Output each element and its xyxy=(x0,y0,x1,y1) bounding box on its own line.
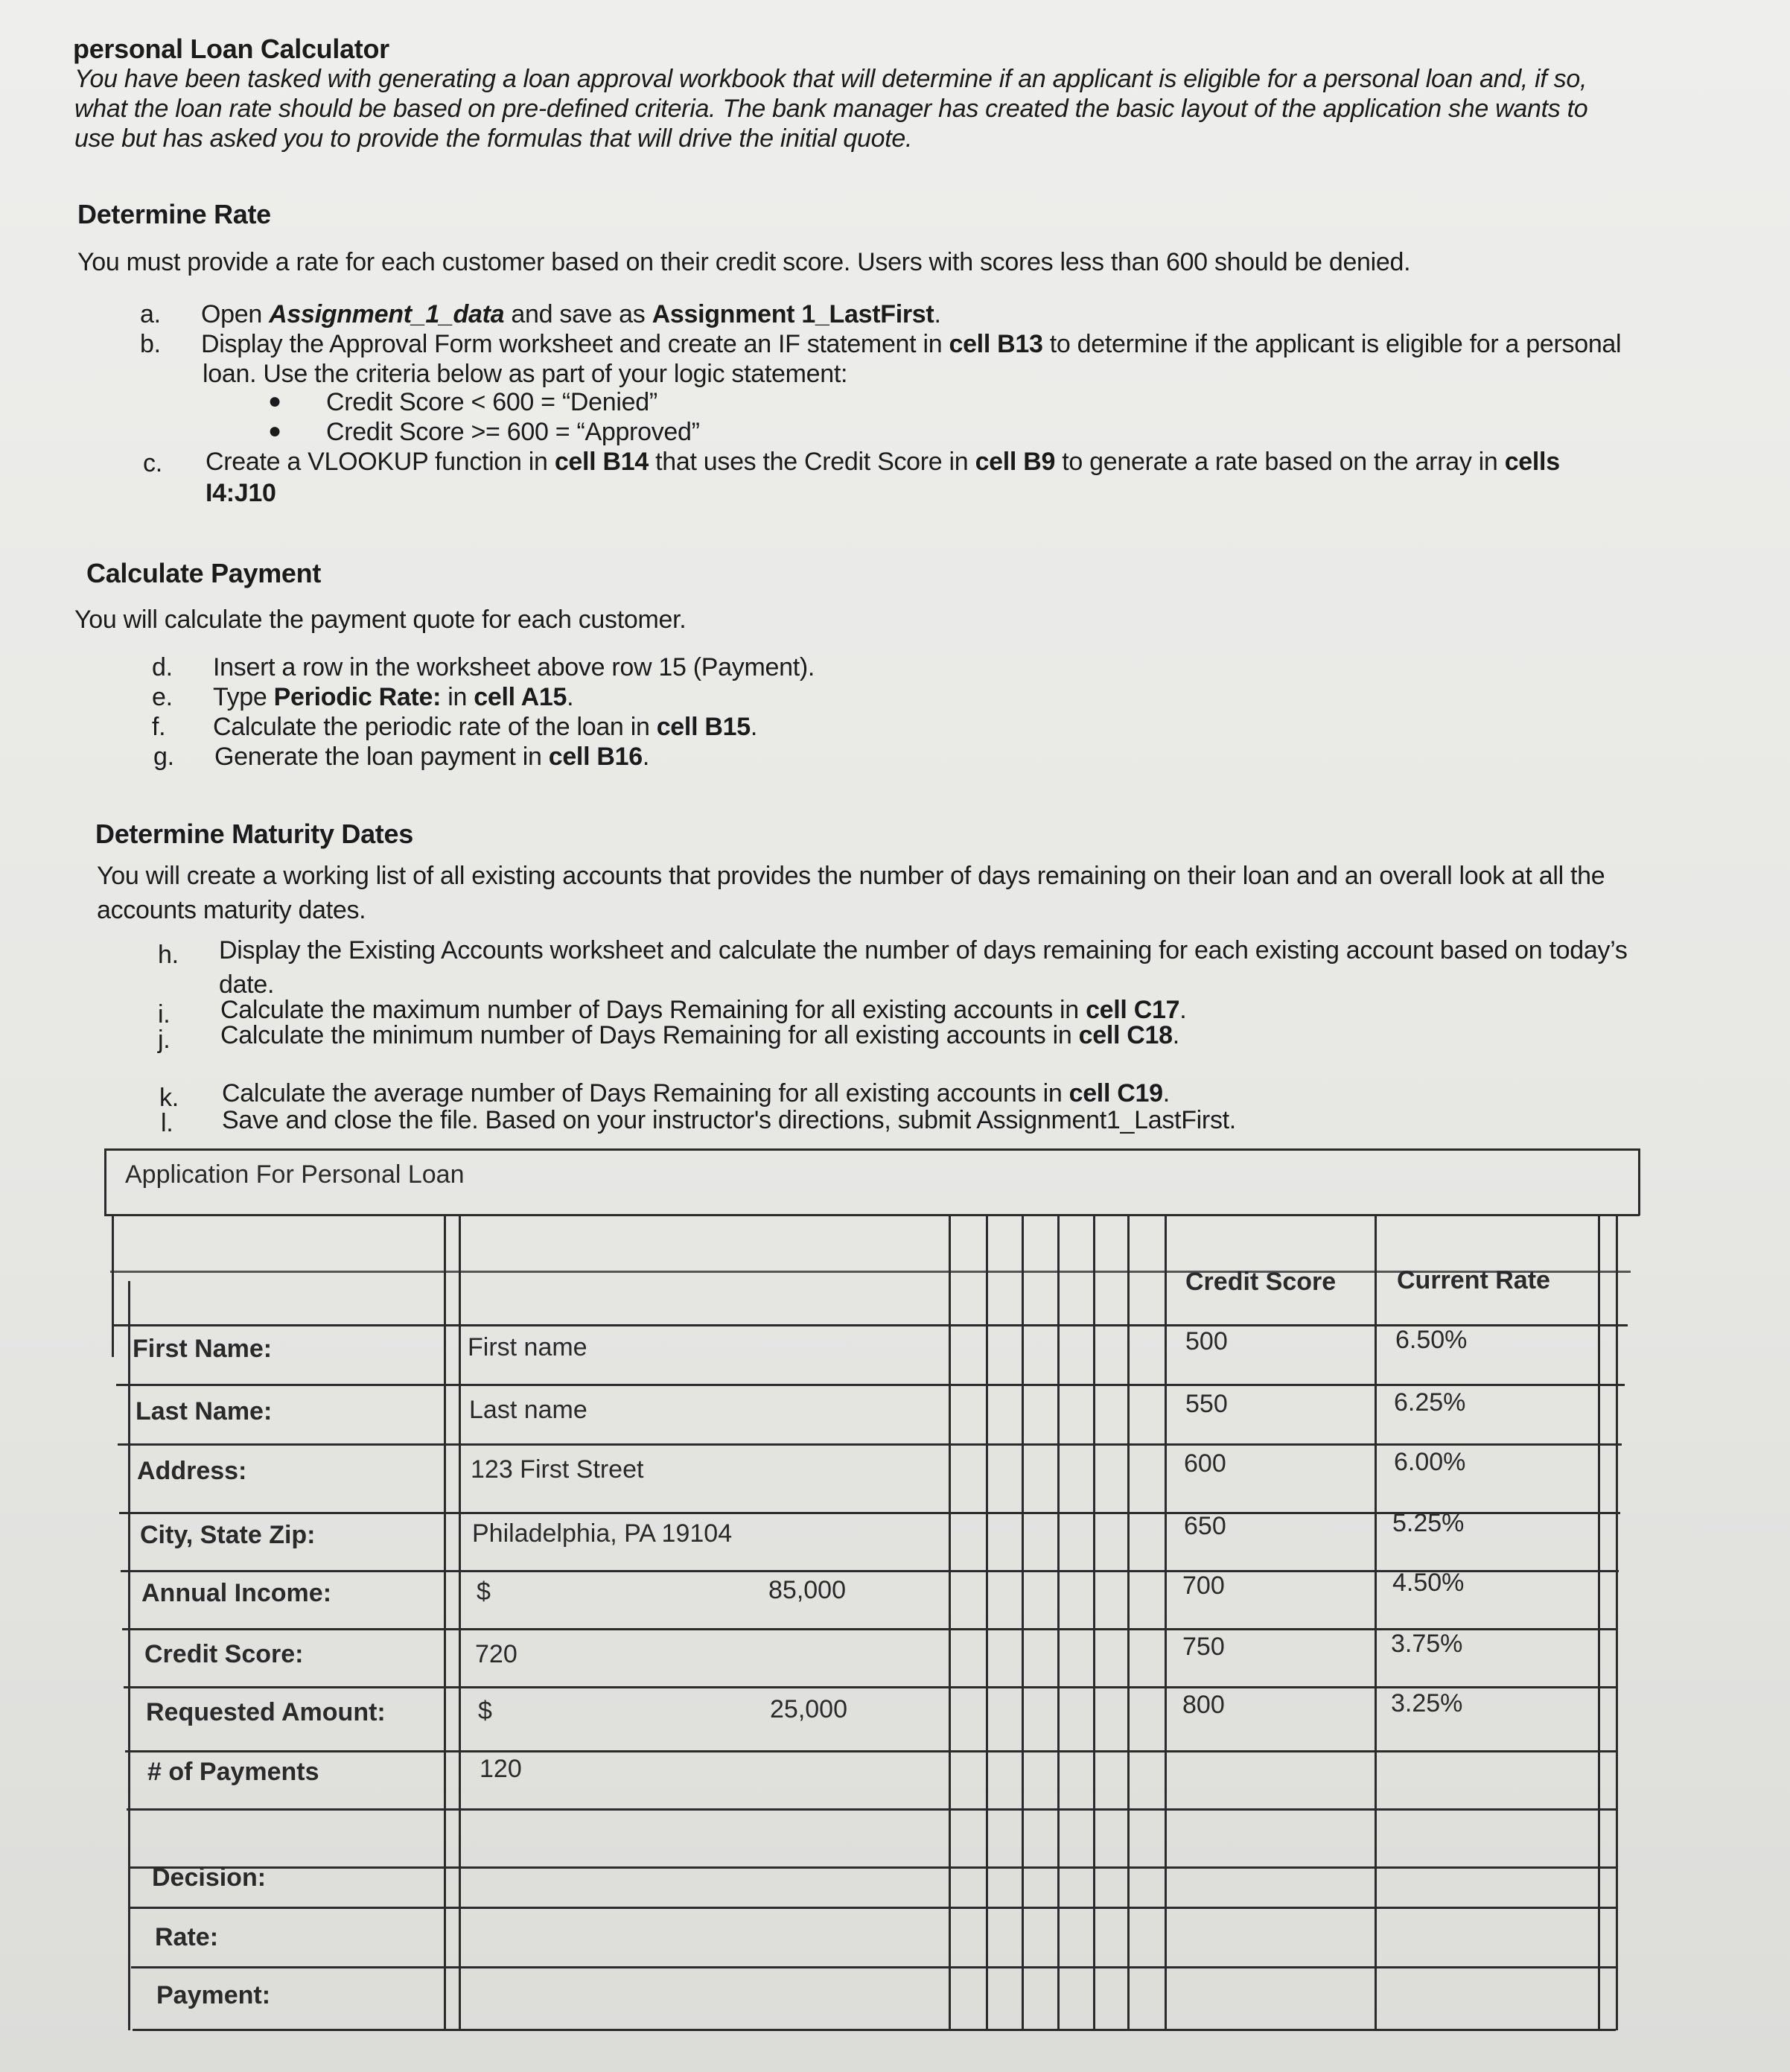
step-i: Calculate the maximum number of Days Remaining for all existing accounts in cell C17. xyxy=(220,996,1187,1024)
current-rate-header: Current Rate xyxy=(1397,1266,1550,1294)
step-h: Display the Existing Accounts worksheet and calculate the number of days remaining for each existing account based on today’s xyxy=(219,936,1628,965)
step-e-letter: e. xyxy=(152,683,173,711)
num-payments-value: 120 xyxy=(480,1755,522,1783)
step-k: Calculate the average number of Days Remaining for all existing accounts in cell C19. xyxy=(222,1079,1170,1107)
maturity-heading: Determine Maturity Dates xyxy=(95,819,413,849)
step-b-letter: b. xyxy=(140,330,161,358)
requested-amount-currency: $ xyxy=(478,1697,492,1725)
rate-table-rate: 5.25% xyxy=(1392,1509,1465,1537)
step-d-letter: d. xyxy=(152,653,173,681)
payment-label: Payment: xyxy=(156,1981,271,2009)
step-h-letter: h. xyxy=(158,941,179,969)
bullet-approved: Credit Score >= 600 = “Approved” xyxy=(326,418,700,446)
step-c-letter: c. xyxy=(143,449,162,477)
step-e: Type Periodic Rate: in cell A15. xyxy=(213,683,574,711)
intro-line-2: what the loan rate should be based on pre-defined criteria. The bank manager has created the basic layout of the application she wants to xyxy=(74,95,1588,123)
rate-table-rate: 4.50% xyxy=(1392,1569,1465,1597)
address-value: 123 First Street xyxy=(471,1455,644,1484)
last-name-label: Last Name: xyxy=(136,1397,273,1426)
step-b: Display the Approval Form worksheet and create an IF statement in cell B13 to determine if the applicant is eligible for a personal xyxy=(201,330,1622,358)
step-f: Calculate the periodic rate of the loan in cell B15. xyxy=(213,713,757,741)
step-j-letter: j. xyxy=(158,1026,171,1054)
intro-line-3: use but has asked you to provide the formulas that will drive the initial quote. xyxy=(74,124,913,153)
step-g-letter: g. xyxy=(153,743,174,771)
maturity-intro-1: You will create a working list of all existing accounts that provides the number of days remaining on their loan and an overall look at all the xyxy=(97,862,1605,890)
step-l-letter: l. xyxy=(161,1109,173,1137)
credit-score-label: Credit Score: xyxy=(144,1640,304,1668)
annual-income-value: 85,000 xyxy=(768,1576,846,1604)
first-name-value: First name xyxy=(468,1333,587,1361)
step-g: Generate the loan payment in cell B16. xyxy=(214,743,650,771)
step-c-line2: I4:J10 xyxy=(206,479,276,507)
step-j: Calculate the minimum number of Days Remaining for all existing accounts in cell C18. xyxy=(220,1021,1179,1049)
rate-table-rate: 6.00% xyxy=(1394,1448,1466,1476)
credit-score-value: 720 xyxy=(475,1640,517,1668)
num-payments-label: # of Payments xyxy=(147,1758,319,1786)
annual-income-label: Annual Income: xyxy=(141,1579,332,1607)
rate-table-score: 600 xyxy=(1184,1449,1226,1478)
rate-label: Rate: xyxy=(155,1923,219,1951)
decision-label: Decision: xyxy=(152,1863,267,1892)
rate-table-rate: 3.75% xyxy=(1391,1630,1463,1658)
rate-table-rate: 3.25% xyxy=(1391,1689,1463,1717)
step-i-letter: i. xyxy=(158,1000,171,1029)
city-state-zip-value: Philadelphia, PA 19104 xyxy=(472,1519,733,1548)
payment-intro: You will calculate the payment quote for each customer. xyxy=(74,606,687,634)
document-title: personal Loan Calculator xyxy=(73,34,389,64)
step-a: Open Assignment_1_data and save as Assignment 1_LastFirst. xyxy=(201,300,941,328)
step-h-line2: date. xyxy=(219,970,275,999)
credit-score-header: Credit Score xyxy=(1185,1268,1337,1296)
bullet-dot: ● xyxy=(268,389,282,413)
annual-income-currency: $ xyxy=(477,1577,491,1606)
requested-amount-label: Requested Amount: xyxy=(146,1698,386,1726)
rate-table-score: 800 xyxy=(1182,1691,1225,1719)
first-name-label: First Name: xyxy=(133,1335,273,1363)
step-k-letter: k. xyxy=(159,1084,179,1112)
requested-amount-value: 25,000 xyxy=(770,1695,847,1723)
bullet-denied: Credit Score < 600 = “Denied” xyxy=(326,388,657,416)
bullet-dot: ● xyxy=(268,419,282,443)
rate-table-rate: 6.50% xyxy=(1395,1326,1468,1354)
payment-heading: Calculate Payment xyxy=(86,558,322,588)
last-name-value: Last name xyxy=(469,1396,587,1424)
rate-heading: Determine Rate xyxy=(77,199,271,229)
step-l: Save and close the file. Based on your instructor's directions, submit Assignment1_LastFirst. xyxy=(222,1106,1236,1134)
step-c: Create a VLOOKUP function in cell B14 that uses the Credit Score in cell B9 to generate a rate based on the array in cells xyxy=(206,448,1560,476)
step-b-line2: loan. Use the criteria below as part of your logic statement: xyxy=(203,360,848,388)
rate-table-rate: 6.25% xyxy=(1394,1388,1466,1417)
rate-intro: You must provide a rate for each customer based on their credit score. Users with scores less than 600 should be denied. xyxy=(77,248,1411,276)
rate-table-score: 750 xyxy=(1182,1633,1225,1661)
city-state-zip-label: City, State Zip: xyxy=(140,1521,316,1549)
step-f-letter: f. xyxy=(152,713,166,741)
step-a-letter: a. xyxy=(140,300,161,328)
rate-table-score: 650 xyxy=(1184,1512,1226,1540)
rate-table-score: 700 xyxy=(1182,1572,1225,1600)
rate-table-score: 500 xyxy=(1185,1327,1228,1356)
rate-table-score: 550 xyxy=(1185,1390,1228,1418)
address-label: Address: xyxy=(137,1457,247,1485)
maturity-intro-2: accounts maturity dates. xyxy=(97,896,366,924)
form-title: Application For Personal Loan xyxy=(125,1160,465,1189)
intro-line-1: You have been tasked with generating a loan approval workbook that will determine if an applicant is eligible for a personal loan and, if so, xyxy=(74,65,1587,93)
step-d: Insert a row in the worksheet above row 15 (Payment). xyxy=(213,653,815,681)
